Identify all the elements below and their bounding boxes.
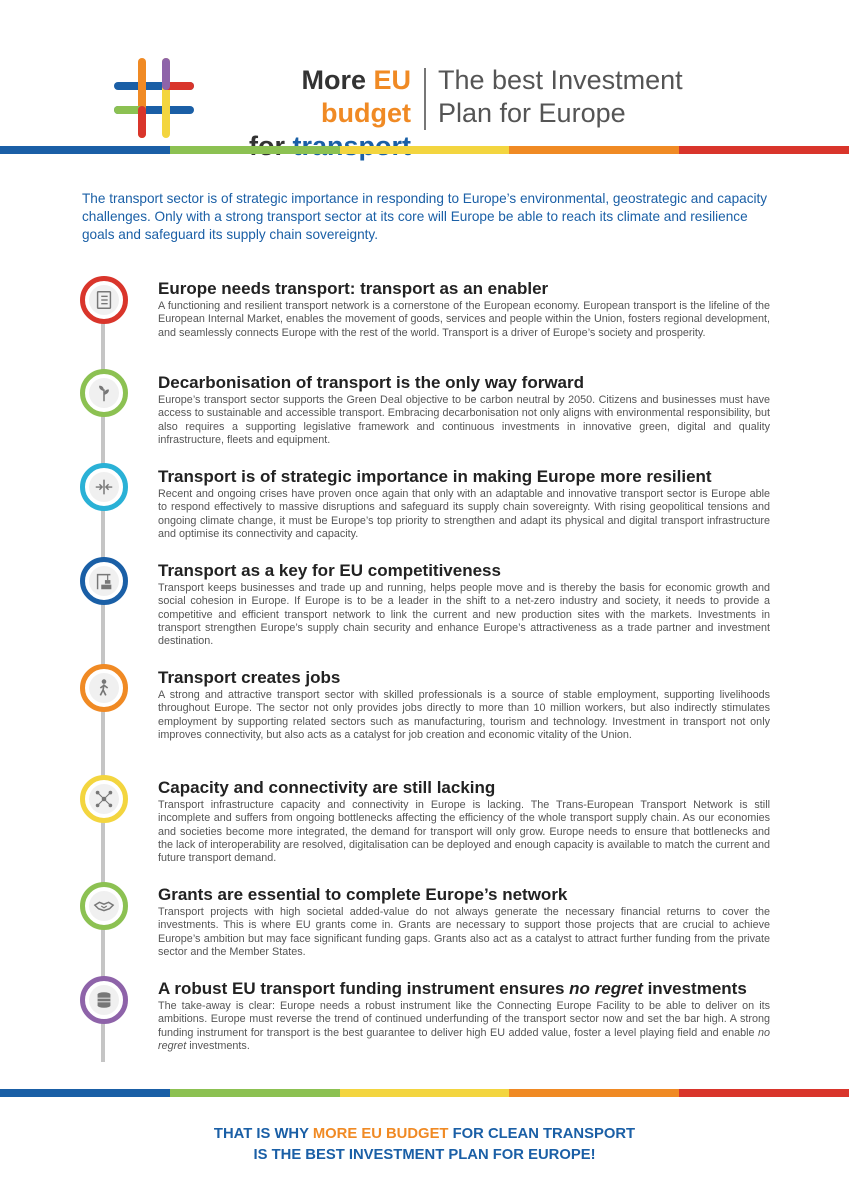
section-title: Transport creates jobs bbox=[158, 668, 341, 687]
header-highlight-budget: EU budget bbox=[321, 65, 411, 128]
section-title: Decarbonisation of transport is the only way forward bbox=[158, 373, 585, 392]
bottom-color-bar bbox=[0, 1089, 849, 1097]
section-title: Capacity and connectivity are still lacking bbox=[158, 778, 496, 797]
crane-icon bbox=[80, 557, 128, 605]
handshake-icon bbox=[80, 882, 128, 930]
section-capacity bbox=[158, 778, 770, 865]
section-body: A strong and attractive transport sector with skilled professionals is a source of stable employment, supporting livelihoods throughout Europe. The sector not only provides jobs directly to more than 10 million workers, but also indirectly stimulates employment by supporting related sectors such as manufacturing, tourism and technology. Investment in transport not only improves connectivity, but also acts as a catalyst for job creation and economic vitality of the Union. bbox=[158, 689, 770, 741]
section-body: Transport projects with high societal added-value do not always generate the necessary financial returns to cover the investments. This is where EU grants come in. Grants are necessary to support those projects that are crucial to achieve Europe’s ambition but may face significant funding gaps. Grants also act as a catalyst to attract further funding from the private sector and the Member States. bbox=[158, 906, 770, 958]
coins-icon bbox=[80, 976, 128, 1024]
header-divider bbox=[424, 68, 426, 130]
network-icon bbox=[80, 775, 128, 823]
section-body: A functioning and resilient transport network is a cornerstone of the European economy. European transport is the lifeline of the European Internal Market, enables the movement of goods, services and people within the Union, fosters regional development, and seamlessly connects Europe with the rest of the world. Transport is a driver of Europe’s society and prosperity. bbox=[158, 300, 770, 339]
section-body: The take-away is clear: Europe needs a robust instrument like the Connecting Europe Facility to be able to deliver on its ambitions. Europe must reverse the trend of continued underfunding of the transport sector now and set the bar high. A strong funding instrument for transport is the best guarantee to deliver high EU added value, foster a level playing field and enable no regret investments. bbox=[158, 1000, 770, 1052]
intro-paragraph: The transport sector is of strategic importance in responding to Europe’s environmental, geostrategic and capacity challenges. Only with a strong transport sector at its core will Europe be able to reach its climate and resilience goals and safeguard its supply chain sovereignty. bbox=[82, 191, 768, 242]
section-title: Transport as a key for EU competitiveness bbox=[158, 561, 501, 580]
section-competitiveness bbox=[158, 561, 770, 648]
hashtag-logo-icon bbox=[112, 56, 196, 140]
top-color-bar bbox=[0, 146, 849, 154]
compress-arrows-icon bbox=[80, 463, 128, 511]
section-body: Transport infrastructure capacity and connectivity in Europe is lacking. The Trans-European Transport Network is still incomplete and suffers from ongoing bottlenecks affecting the efficiency of the whole transport supply chain. As our economies and societies become more integrated, the demand for transport will only grow. Europe needs to ensure that bottlenecks and the lack of interoperability are resolved, digitalisation can be deployed and enough capacity is available to match the current and future transport demand. bbox=[158, 799, 770, 865]
section-title: Transport is of strategic importance in making Europe more resilient bbox=[158, 467, 712, 486]
section-body: Recent and ongoing crises have proven once again that only with an adaptable and innovative transport sector is Europe able to respond effectively to massive disruptions and safeguard its supply chain sovereignty. With rising geopolitical tensions and ongoing climate change, it must be Europe’s top priority to strengthen and adapt its physical and digital transport infrastructure and optimise its connectivity and capacity. bbox=[158, 488, 770, 540]
worker-icon bbox=[80, 664, 128, 712]
section-resilience bbox=[158, 467, 770, 541]
section-title: Europe needs transport: transport as an enabler bbox=[158, 279, 549, 298]
section-body: Europe’s transport sector supports the Green Deal objective to be carbon neutral by 2050. Citizens and businesses must have access to sustainable and accessible transport. Embracing decarbonisation not only aligns with environmental responsibility, but also requires a supporting legislative framework and continuous investments in innovative green, digital and quality infrastructure, fleets and equipment. bbox=[158, 394, 770, 446]
header-title: More EU budget bbox=[206, 64, 411, 163]
checklist-icon bbox=[80, 276, 128, 324]
section-grants bbox=[158, 885, 770, 959]
footer-highlight: MORE EU BUDGET bbox=[312, 1126, 449, 1142]
section-funding-instrument bbox=[158, 979, 770, 1053]
section-jobs bbox=[158, 668, 770, 742]
header-subtitle: The best Investment Plan for Europe bbox=[438, 65, 683, 128]
footer-callout: THAT IS WHY MORE EU BUDGET FOR CLEAN TRANSPORT IS THE BEST INVESTMENT PLAN FOR EUROPE! bbox=[213, 1126, 636, 1163]
section-body: Transport keeps businesses and trade up and running, helps people move and is thereby the basis for economic growth and social cohesion in Europe. If Europe is to be a leader in the shift to a net-zero industry and society, it needs to provide a competitive and efficient transport network to link the current and new production sites with the markets. Investments in transport strengthen Europe’s supply chain security and enhance Europe’s attractiveness as a trade partner and investment destination. bbox=[158, 582, 770, 648]
leaf-icon bbox=[80, 369, 128, 417]
section-title: Grants are essential to complete Europe’s network bbox=[158, 885, 568, 904]
section-title: A robust EU transport funding instrument ensures no regret investments bbox=[158, 979, 747, 998]
section-decarbonisation bbox=[158, 373, 770, 447]
section-transport-enabler bbox=[158, 279, 770, 340]
